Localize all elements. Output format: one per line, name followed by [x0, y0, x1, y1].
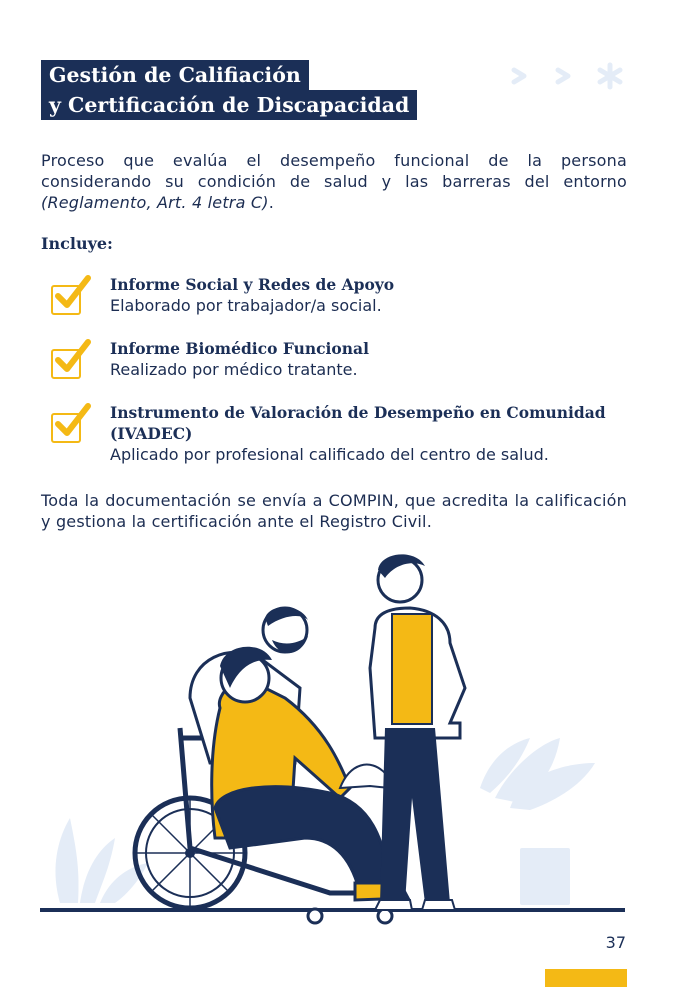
chevron-decor-icon	[510, 62, 630, 94]
snowflake-decor-icon	[600, 65, 620, 87]
item-desc: Realizado por médico tratante.	[110, 360, 358, 379]
intro-text: Proceso que evalúa el desempeño funcional de la persona considerando su condición de salud y las barreras del entorno	[41, 151, 627, 191]
includes-label: Incluye:	[41, 234, 113, 253]
intro-paragraph	[41, 150, 627, 213]
checkmark-icon	[50, 402, 94, 444]
item-title: Informe Biomédico Funcional	[110, 339, 369, 358]
footer-accent-bar	[545, 969, 627, 987]
page-title	[41, 60, 417, 120]
title-line-1: Gestión de Califiación	[41, 60, 309, 90]
title-line-2: y Certificación de Discapacidad	[41, 90, 417, 120]
intro-reference: (Reglamento, Art. 4 letra C)	[41, 193, 269, 212]
closing-paragraph: Toda la documentación se envía a COMPIN, que acredita la calificación y gestiona la certificación ante el Registro Civil.	[41, 491, 627, 531]
checkmark-icon	[50, 274, 94, 316]
standing-man-figure	[370, 554, 465, 910]
item-title: Informe Social y Redes de Apoyo	[110, 275, 395, 294]
item-desc: Aplicado por profesional calificado del centro de salud.	[110, 445, 549, 464]
checkmark-icon	[50, 338, 94, 380]
item-title: Instrumento de Valoración de Desempeño en Comunidad (IVADEC)	[110, 403, 606, 443]
illustration-wheelchair-scene	[40, 548, 640, 933]
intro-end: .	[268, 193, 274, 212]
item-desc: Elaborado por trabajador/a social.	[110, 296, 382, 315]
page-number: 37	[605, 933, 626, 952]
